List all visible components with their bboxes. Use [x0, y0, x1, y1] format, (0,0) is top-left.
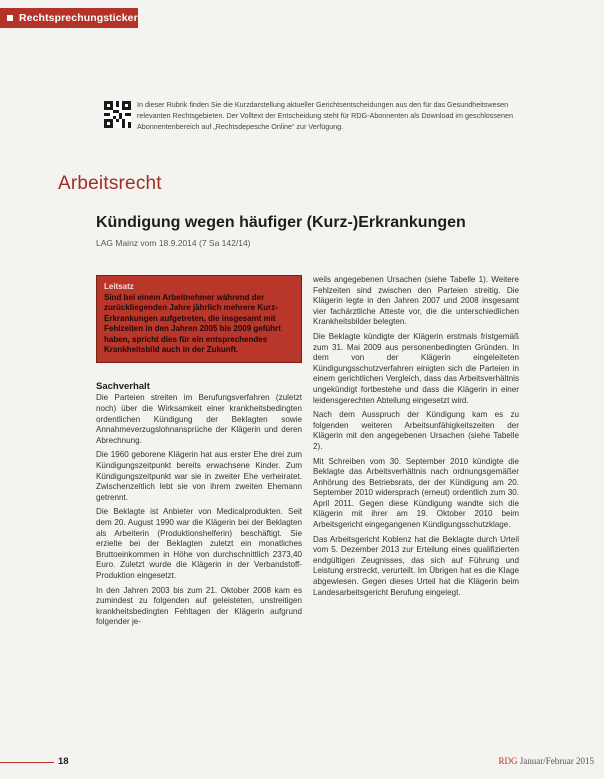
issue-date: Januar/Februar 2015: [519, 756, 594, 766]
body-paragraph: Die Beklagte kündigte der Klägerin erstmals fristgemäß zum 31. Mai 2009 aus personenbedingten Gründen. In dem von der Klägerin eingeleiteten Kündigungsschutzverfahren einigten sich die Parteien in einem gerichtlichen Vergleich, dass das Arbeitsverhältnis ungekündigt fortbestehe und dass die Klägerin in einer leidensgerechten Abteilung eingesetzt wird.: [313, 331, 519, 405]
body-paragraph: Mit Schreiben vom 30. September 2010 kündigte die Beklagte das Arbeitsverhältnis nach ordnungsgemäßer Anhörung des Betriebsrats, der der Kündigung am 20. September 2010 widersprach (erneut) ordentlich zum 30. April 2011. Gegen diese Kündigung wandte sich die Klägerin mit ihrer am 19. Oktober 2010 beim Arbeitsgericht eingegangenen Kündigungsschutzklage.: [313, 456, 519, 530]
right-column: [313, 275, 519, 602]
body-paragraph: Die 1960 geborene Klägerin hat aus erster Ehe drei zum Kündigungszeitpunkt bereits erwachsene Kinder. Zum Kündigungszeitpunkt war sie in zweiter Ehe verheiratet. Zwischenzeitlich lebt sie von ihrem zweiten Ehemann getrennt.: [96, 450, 302, 502]
page-number: 18: [58, 756, 69, 767]
square-icon: [7, 15, 13, 21]
body-paragraph: Nach dem Ausspruch der Kündigung kam es zu folgenden weiteren Arbeitsunfähigkeitszeiten der Klägerin mit den angegebenen Ursachen (siehe Tabelle 2).: [313, 410, 519, 451]
left-column: [96, 275, 302, 632]
body-paragraph: Das Arbeitsgericht Koblenz hat die Beklagte durch Urteil vom 5. Dezember 2013 zur Erteilung eines qualifizierten endgültigen Zeugnisses, das sich auf Führung und Leistung erstreckt, verurteilt. Im Übrigen hat es die Klage abgewiesen. Gegen dieses Urteil hat die Klägerin beim Landesarbeitsgericht Berufung eingelegt.: [313, 534, 519, 597]
body-paragraph: Die Beklagte ist Anbieter von Medicalprodukten. Seit dem 20. August 1990 war die Klägerin bei der Beklagten als Arbeiterin (Produktionshelferin) beschäftigt. Sie erzielte bei der Beklagten zuletzt ein monatliches Bruttoeinkommen in Höhe von durchschnittlich 2373,40 Euro. Zuletzt wurde die Klägerin in der Verbandstoff-Produktion eingesetzt.: [96, 507, 302, 580]
leitsatz-label: Leitsatz: [104, 282, 134, 291]
intro-block: [104, 99, 524, 139]
rubric-label: Rechtsprechungsticker: [19, 12, 138, 24]
case-reference: LAG Mainz vom 18.9.2014 (7 Sa 142/14): [96, 238, 251, 248]
sachverhalt-heading: Sachverhalt: [96, 381, 150, 393]
journal-name: RDG: [498, 756, 518, 766]
leitsatz-box: [96, 275, 302, 363]
intro-text: In dieser Rubrik finden Sie die Kurzdarstellung aktueller Gerichtsentscheidungen aus den für das Gesundheitswesen relevanten Rechtsgebieten. Der Volltext der Entscheidung steht für RDG-Abonnenten als Download im geschlossenen Abonnentenbereich auf „Rechtsdepesche Online“ zur Verfügung.: [137, 100, 513, 131]
qr-code-icon[interactable]: [104, 101, 131, 128]
body-paragraph: weils angegebenen Ursachen (siehe Tabelle 1). Weitere Fehlzeiten sind zwischen den Parteien streitig. Die Klägerin legte in den Jahren 2007 und 2008 insgesamt vier fachärztliche Atteste vor, die die unterschiedlichen Krankheitsbilder belegten.: [313, 275, 519, 327]
footer-rule: [0, 762, 54, 763]
rubric-header: [0, 8, 138, 28]
section-title: Arbeitsrecht: [58, 173, 162, 194]
body-paragraph: Die Parteien streiten im Berufungsverfahren (zuletzt noch) über die Wirksamkeit einer krankheitsbedingten ordentlichen Kündigung der Beklagten sowie Annahmeverzugslohnansprüche der Klägerin und deren Abrechnung.: [96, 393, 302, 445]
leitsatz-text: Sind bei einem Arbeitnehmer während der zurückliegenden Jahre jährlich mehrere Kurz-Erkrankungen aufgetreten, die insgesamt mit Fehlzeiten in den Jahren 2005 bis 2009 geführt haben, spricht dies für ein entsprechendes Krankheitsbild auch in der Zukunft.: [104, 293, 281, 355]
body-paragraph: In den Jahren 2003 bis zum 21. Oktober 2008 kam es zumindest zu folgenden auf geleisteten, unstreitigen krankheitsbedingten Fehltagen der Klägerin aufgrund folgender je-: [96, 585, 302, 627]
article-title: Kündigung wegen häufiger (Kurz-)Erkrankungen: [96, 214, 466, 231]
journal-footer: [499, 756, 595, 766]
